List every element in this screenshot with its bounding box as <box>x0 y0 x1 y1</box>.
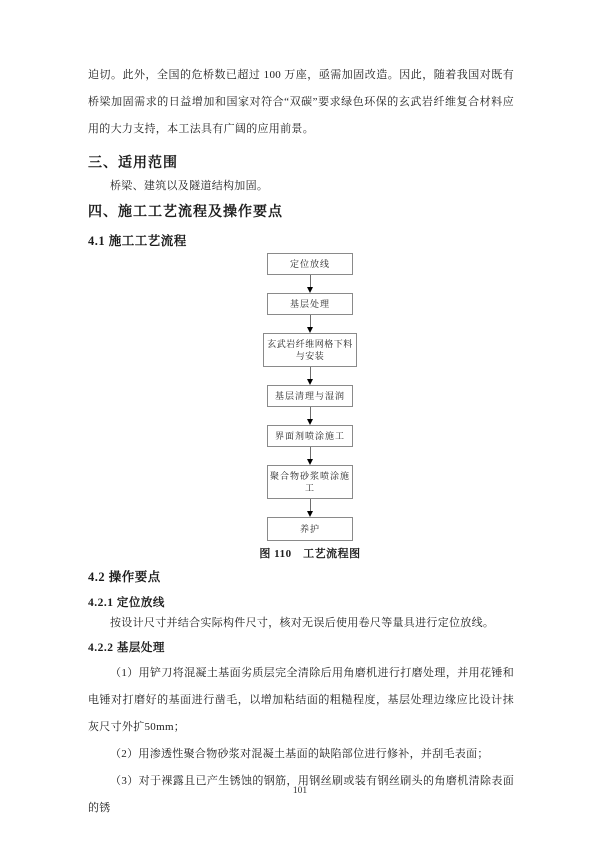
section-4-2-1-body: 按设计尺寸并结合实际构件尺寸，核对无误后使用卷尺等量具进行定位放线。 <box>110 617 495 629</box>
flow-step-interface-agent-spray: 界面剂喷涂施工 <box>267 425 353 447</box>
intro-paragraph: 迫切。此外，全国的危桥数已超过 100 万座，亟需加固改造。因此，随着我国对既有桥梁加固需求的日益增加和国家对符合“双碳”要求绿色环保的玄武岩纤维复合材料应用的大力支持，本工法具有广阔的应用前景。 <box>88 69 514 135</box>
arrow-down-icon <box>307 407 313 425</box>
arrow-down-icon <box>307 315 313 333</box>
arrow-down-icon <box>307 447 313 465</box>
arrow-down-icon <box>307 275 313 293</box>
flow-step-mesh-cutting-install: 玄武岩纤维网格下料与安装 <box>263 333 357 367</box>
base-treatment-item-2: （2）用渗透性聚合物砂浆对混凝土基面的缺陷部位进行修补，并刮毛表面； <box>110 748 489 760</box>
arrow-down-icon <box>307 367 313 385</box>
section-4-2-1-heading: 4.2.1 定位放线 <box>88 597 165 609</box>
process-flowchart <box>97 253 523 541</box>
section-4-2-heading: 4.2 操作要点 <box>88 570 161 584</box>
flow-step-clean-wetting: 基层清理与湿润 <box>267 385 353 407</box>
section-3-heading: 三、适用范围 <box>88 156 178 171</box>
base-treatment-item-1: （1）用铲刀将混凝土基面劣质层完全清除后用角磨机进行打磨处理，并用花锤和电锤对打磨好的基面进行凿毛，以增加粘结面的粗糙程度，基层处理边缘应比设计抹灰尺寸外扩50mm； <box>88 667 514 733</box>
arrow-down-icon <box>307 499 313 517</box>
figure-caption: 图 110 工艺流程图 <box>259 548 361 560</box>
section-3-body: 桥梁、建筑以及隧道结构加固。 <box>110 180 269 192</box>
section-4-heading: 四、施工工艺流程及操作要点 <box>88 205 283 220</box>
flow-step-polymer-mortar-spray: 聚合物砂浆喷涂施工 <box>267 465 353 499</box>
section-4-2-2-heading: 4.2.2 基层处理 <box>88 642 165 654</box>
page-number: 101 <box>292 786 308 796</box>
flow-step-positioning: 定位放线 <box>267 253 353 275</box>
section-4-1-heading: 4.1 施工工艺流程 <box>88 234 187 248</box>
flow-step-curing: 养护 <box>267 517 353 541</box>
base-treatment-item-3: （3）对于裸露且已产生锈蚀的钢筋，用钢丝刷或装有钢丝刷头的角磨机清除表面的锈 <box>88 775 514 814</box>
flow-step-base-treatment: 基层处理 <box>267 293 353 315</box>
